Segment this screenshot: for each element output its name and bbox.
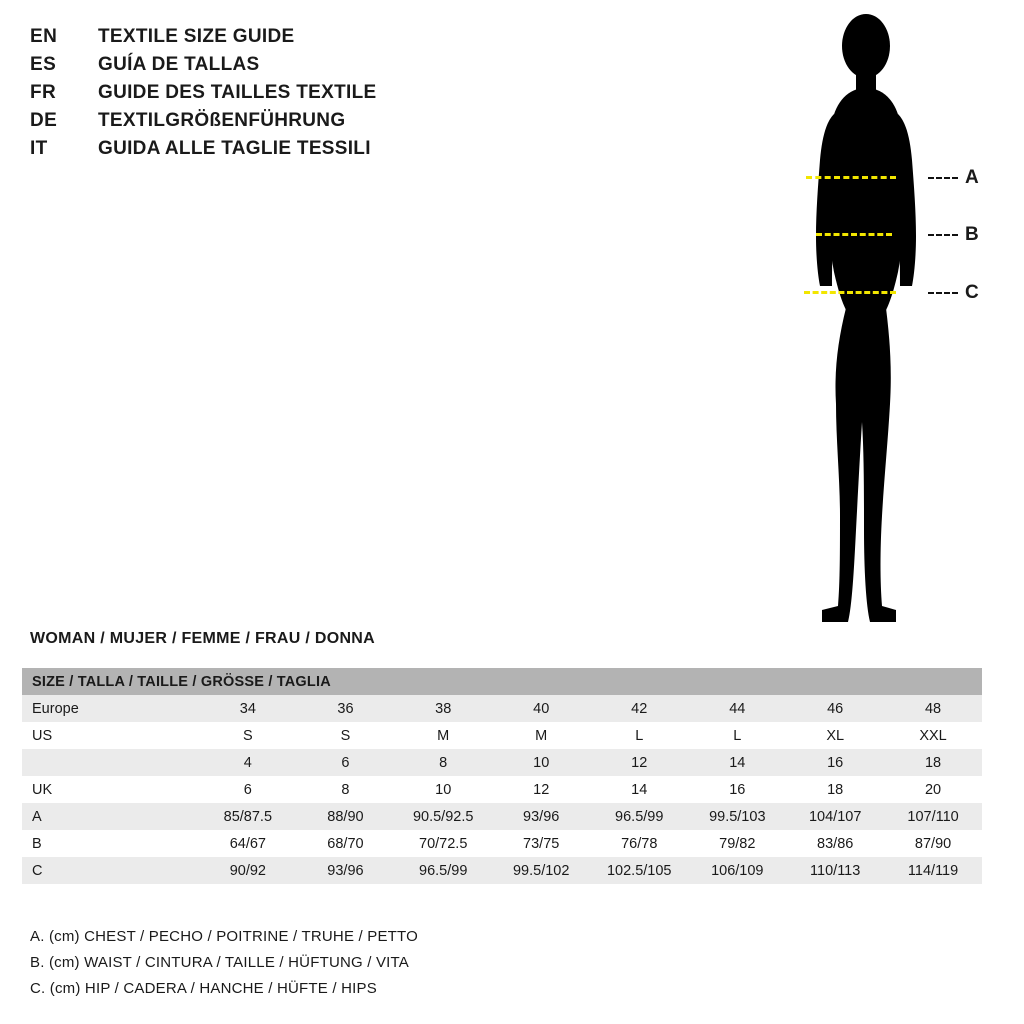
cell-us-7: XXL bbox=[884, 722, 982, 749]
measure-label-a: A bbox=[965, 167, 979, 188]
cell-a-3: 93/96 bbox=[492, 803, 590, 830]
cell-uk-5: 16 bbox=[688, 776, 786, 803]
title-lang-de: DE bbox=[30, 110, 58, 131]
table-header-row bbox=[22, 668, 982, 695]
title-text-fr: GUIDE DES TAILLES TEXTILE bbox=[98, 82, 377, 103]
cell-a-7: 107/110 bbox=[884, 803, 982, 830]
cell-us-4: L bbox=[590, 722, 688, 749]
cell-uk-0: 6 bbox=[199, 776, 297, 803]
measure-line-c bbox=[804, 291, 896, 294]
cell-a-6: 104/107 bbox=[786, 803, 884, 830]
cell-a-2: 90.5/92.5 bbox=[394, 803, 492, 830]
measure-label-c: C bbox=[965, 282, 979, 303]
cell-europe-6: 46 bbox=[786, 695, 884, 722]
cell-c-6: 110/113 bbox=[786, 857, 884, 884]
cell-a-0: 85/87.5 bbox=[199, 803, 297, 830]
cell-usnum-4: 12 bbox=[590, 749, 688, 776]
cell-us-2: M bbox=[394, 722, 492, 749]
row-label-uk: UK bbox=[22, 776, 199, 803]
cell-uk-1: 8 bbox=[297, 776, 394, 803]
cell-c-7: 114/119 bbox=[884, 857, 982, 884]
title-lang-en: EN bbox=[30, 26, 58, 47]
leader-line-b bbox=[928, 234, 958, 236]
cell-b-7: 87/90 bbox=[884, 830, 982, 857]
cell-europe-2: 38 bbox=[394, 695, 492, 722]
table-row bbox=[22, 803, 982, 830]
title-text-it: GUIDA ALLE TAGLIE TESSILI bbox=[98, 138, 371, 159]
cell-us-0: S bbox=[199, 722, 297, 749]
cell-a-4: 96.5/99 bbox=[590, 803, 688, 830]
cell-us-5: L bbox=[688, 722, 786, 749]
title-text-en: TEXTILE SIZE GUIDE bbox=[98, 26, 295, 47]
title-text-es: GUÍA DE TALLAS bbox=[98, 54, 260, 75]
legend-block bbox=[30, 928, 630, 1006]
cell-us-3: M bbox=[492, 722, 590, 749]
cell-usnum-0: 4 bbox=[199, 749, 297, 776]
row-label-b: B bbox=[22, 830, 199, 857]
leader-line-c bbox=[928, 292, 958, 294]
title-row bbox=[30, 54, 450, 76]
cell-uk-7: 20 bbox=[884, 776, 982, 803]
cell-europe-0: 34 bbox=[199, 695, 297, 722]
cell-us-1: S bbox=[297, 722, 394, 749]
legend-row-b: B. (cm) WAIST / CINTURA / TAILLE / HÜFTUNG / VITA bbox=[30, 954, 409, 971]
cell-uk-2: 10 bbox=[394, 776, 492, 803]
table-row bbox=[22, 776, 982, 803]
title-lang-fr: FR bbox=[30, 82, 57, 103]
table-row bbox=[22, 857, 982, 884]
female-body-silhouette-icon bbox=[760, 10, 970, 640]
cell-uk-6: 18 bbox=[786, 776, 884, 803]
title-text-de: TEXTILGRÖßENFÜHRUNG bbox=[98, 110, 346, 131]
measure-label-b: B bbox=[965, 224, 979, 245]
title-lang-it: IT bbox=[30, 138, 48, 159]
table-row bbox=[22, 695, 982, 722]
table-header-label: SIZE / TALLA / TAILLE / GRÖSSE / TAGLIA bbox=[22, 668, 982, 695]
cell-c-5: 106/109 bbox=[688, 857, 786, 884]
cell-c-1: 93/96 bbox=[297, 857, 394, 884]
cell-c-0: 90/92 bbox=[199, 857, 297, 884]
cell-europe-5: 44 bbox=[688, 695, 786, 722]
table-row bbox=[22, 749, 982, 776]
cell-uk-3: 12 bbox=[492, 776, 590, 803]
cell-us-6: XL bbox=[786, 722, 884, 749]
cell-a-5: 99.5/103 bbox=[688, 803, 786, 830]
legend-row-c: C. (cm) HIP / CADERA / HANCHE / HÜFTE / HIPS bbox=[30, 980, 377, 997]
row-label-europe: Europe bbox=[22, 695, 199, 722]
cell-b-5: 79/82 bbox=[688, 830, 786, 857]
title-row bbox=[30, 82, 450, 104]
measure-line-b bbox=[816, 233, 892, 236]
cell-europe-7: 48 bbox=[884, 695, 982, 722]
section-heading-woman: WOMAN / MUJER / FEMME / FRAU / DONNA bbox=[30, 630, 376, 647]
title-row bbox=[30, 26, 450, 48]
cell-b-2: 70/72.5 bbox=[394, 830, 492, 857]
cell-europe-3: 40 bbox=[492, 695, 590, 722]
cell-usnum-2: 8 bbox=[394, 749, 492, 776]
cell-b-4: 76/78 bbox=[590, 830, 688, 857]
row-label-a: A bbox=[22, 803, 199, 830]
row-label-us: US bbox=[22, 722, 199, 749]
title-block bbox=[30, 26, 450, 166]
cell-b-0: 64/67 bbox=[199, 830, 297, 857]
row-label-c: C bbox=[22, 857, 199, 884]
measure-line-a bbox=[806, 176, 896, 179]
cell-a-1: 88/90 bbox=[297, 803, 394, 830]
cell-usnum-5: 14 bbox=[688, 749, 786, 776]
leader-line-a bbox=[928, 177, 958, 179]
cell-usnum-3: 10 bbox=[492, 749, 590, 776]
cell-b-3: 73/75 bbox=[492, 830, 590, 857]
table-row bbox=[22, 830, 982, 857]
cell-europe-4: 42 bbox=[590, 695, 688, 722]
cell-b-6: 83/86 bbox=[786, 830, 884, 857]
legend-row-a: A. (cm) CHEST / PECHO / POITRINE / TRUHE / PETTO bbox=[30, 928, 418, 945]
title-row bbox=[30, 138, 450, 160]
title-lang-es: ES bbox=[30, 54, 57, 75]
title-row bbox=[30, 110, 450, 132]
cell-c-4: 102.5/105 bbox=[590, 857, 688, 884]
cell-b-1: 68/70 bbox=[297, 830, 394, 857]
row-label-us-numeric bbox=[22, 749, 199, 776]
measurement-figure bbox=[700, 10, 1010, 650]
cell-c-3: 99.5/102 bbox=[492, 857, 590, 884]
cell-usnum-6: 16 bbox=[786, 749, 884, 776]
cell-usnum-7: 18 bbox=[884, 749, 982, 776]
cell-c-2: 96.5/99 bbox=[394, 857, 492, 884]
size-chart-table bbox=[22, 668, 982, 884]
cell-uk-4: 14 bbox=[590, 776, 688, 803]
cell-usnum-1: 6 bbox=[297, 749, 394, 776]
cell-europe-1: 36 bbox=[297, 695, 394, 722]
table-row bbox=[22, 722, 982, 749]
